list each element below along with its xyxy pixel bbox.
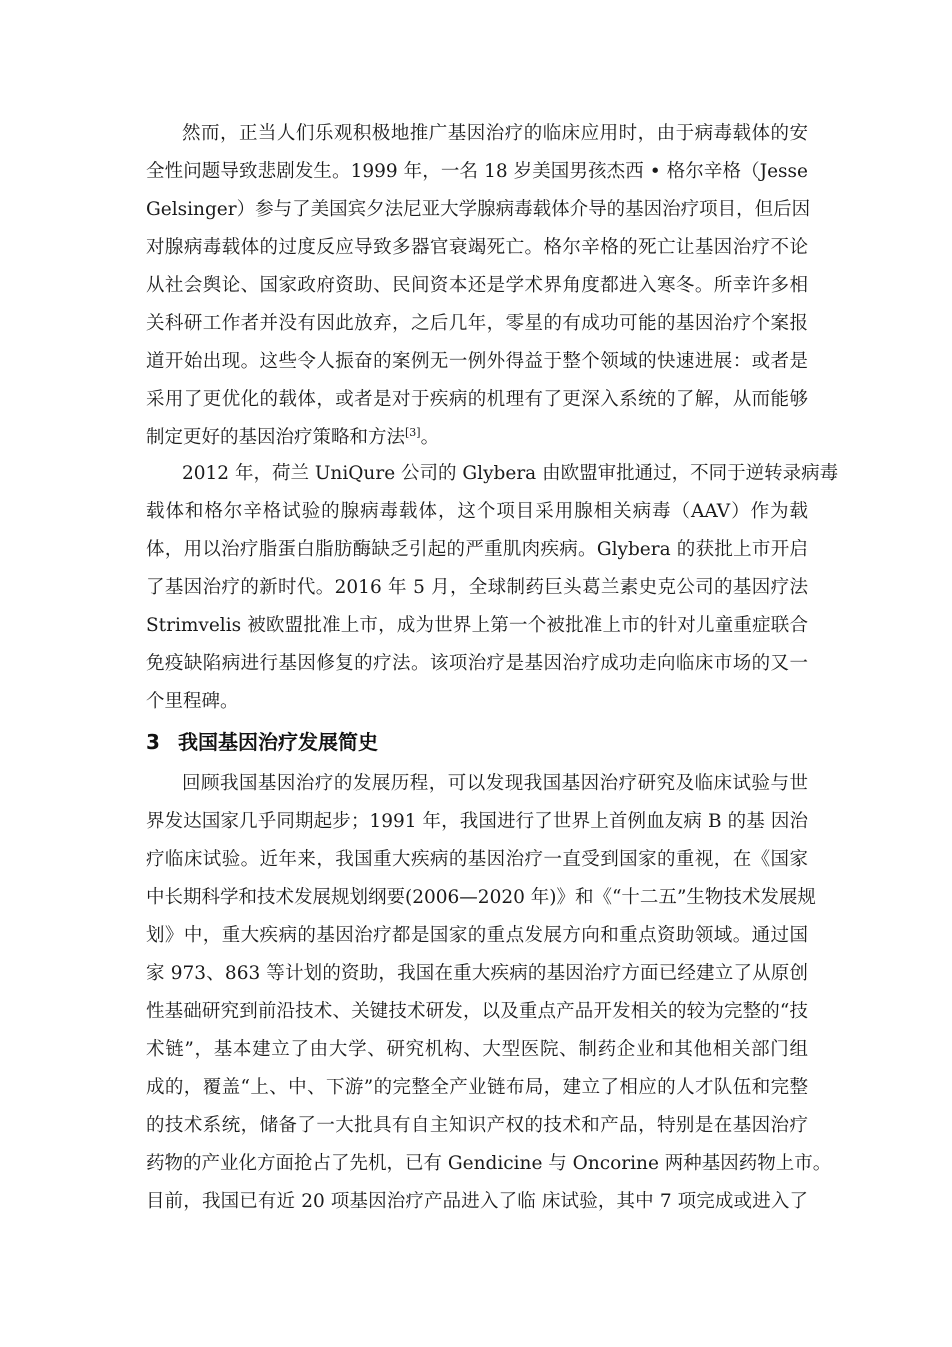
- section-title: 我国基因治疗发展简史: [178, 730, 378, 754]
- paragraph-1-line-9: [146, 424, 808, 452]
- section-paragraph-line-6: 家 973、863 等计划的资助，我国在重大疾病的基因治疗方面已经建立了从原创: [146, 963, 808, 984]
- section-paragraph-line-5: 划》中，重大疾病的基因治疗都是国家的重点发展方向和重点资助领域。通过国: [146, 925, 808, 946]
- paragraph-1-line-9-end: 。: [420, 427, 440, 448]
- paragraph-1-line-7: 道开始出现。这些令人振奋的案例无一例外得益于整个领域的快速进展：或者是: [146, 351, 808, 372]
- paragraph-1-line-4: 对腺病毒载体的过度反应导致多器官衰竭死亡。格尔辛格的死亡让基因治疗不论: [146, 237, 808, 258]
- section-heading: [146, 726, 378, 758]
- paragraph-1-line-9-text: 制定更好的基因治疗策略和方法: [146, 427, 406, 448]
- paragraph-2-line-1: 2012 年，荷兰 UniQure 公司的 Glybera 由欧盟审批通过，不同于逆转录病毒: [182, 463, 839, 484]
- section-paragraph-line-12: 目前，我国已有近 20 项基因治疗产品进入了临 床试验，其中 7 项完成或进入了: [146, 1191, 808, 1212]
- paragraph-1-line-6: 关科研工作者并没有因此放弃，之后几年，零星的有成功可能的基因治疗个案报: [146, 313, 808, 334]
- paragraph-2-line-6: 免疫缺陷病进行基因修复的疗法。该项治疗是基因治疗成功走向临床市场的又一: [146, 653, 808, 674]
- section-paragraph-line-8: 术链”，基本建立了由大学、研究机构、大型医院、制药企业和其他相关部门组: [146, 1039, 808, 1060]
- section-paragraph-line-9: 成的，覆盖“上、中、下游”的完整全产业链布局，建立了相应的人才队伍和完整: [146, 1077, 808, 1098]
- section-paragraph-line-11: 药物的产业化方面抢占了先机，已有 Gendicine 与 Oncorine 两种基因药物上市。: [146, 1153, 832, 1174]
- section-paragraph-line-3: 疗临床试验。近年来，我国重大疾病的基因治疗一直受到国家的重视，在《国家: [146, 849, 808, 870]
- paragraph-1-line-3: Gelsinger）参与了美国宾夕法尼亚大学腺病毒载体介导的基因治疗项目，但后因: [146, 199, 811, 220]
- paragraph-1-line-1: 然而，正当人们乐观积极地推广基因治疗的临床应用时，由于病毒载体的安: [182, 123, 808, 144]
- section-paragraph-line-10: 的技术系统，储备了一大批具有自主知识产权的技术和产品，特别是在基因治疗: [146, 1115, 808, 1136]
- paragraph-2-line-7: 个里程碑。: [146, 691, 239, 712]
- section-paragraph-line-1: 回顾我国基因治疗的发展历程，可以发现我国基因治疗研究及临床试验与世: [182, 773, 808, 794]
- section-number: 3: [146, 730, 160, 754]
- paragraph-1-line-8: 采用了更优化的载体，或者是对于疾病的机理有了更深入系统的了解，从而能够: [146, 389, 808, 410]
- paragraph-2-line-2: 载体和格尔辛格试验的腺病毒载体，这个项目采用腺相关病毒（AAV）作为载: [146, 501, 808, 522]
- paragraph-1-line-5: 从社会舆论、国家政府资助、民间资本还是学术界角度都进入寒冬。所幸许多相: [146, 275, 808, 296]
- citation-reference: [3]: [405, 425, 421, 439]
- section-paragraph-line-4: 中长期科学和技术发展规划纲要(2006—2020 年)》和《“十二五”生物技术发展规: [146, 887, 816, 908]
- paragraph-2-line-5: Strimvelis 被欧盟批准上市，成为世界上第一个被批准上市的针对儿童重症联合: [146, 615, 808, 636]
- paragraph-2-line-3: 体，用以治疗脂蛋白脂肪酶缺乏引起的严重肌肉疾病。Glybera 的获批上市开启: [146, 539, 808, 560]
- section-paragraph-line-7: 性基础研究到前沿技术、关键技术研发，以及重点产品开发相关的较为完整的“技: [146, 1001, 808, 1022]
- section-paragraph-line-2: 界发达国家几乎同期起步；1991 年，我国进行了世界上首例血友病 B 的基 因治: [146, 811, 808, 832]
- paragraph-1-line-2: 全性问题导致悲剧发生。1999 年，一名 18 岁美国男孩杰西 • 格尔辛格（Jesse: [146, 161, 808, 182]
- paragraph-2-line-4: 了基因治疗的新时代。2016 年 5 月，全球制药巨头葛兰素史克公司的基因疗法: [146, 577, 808, 598]
